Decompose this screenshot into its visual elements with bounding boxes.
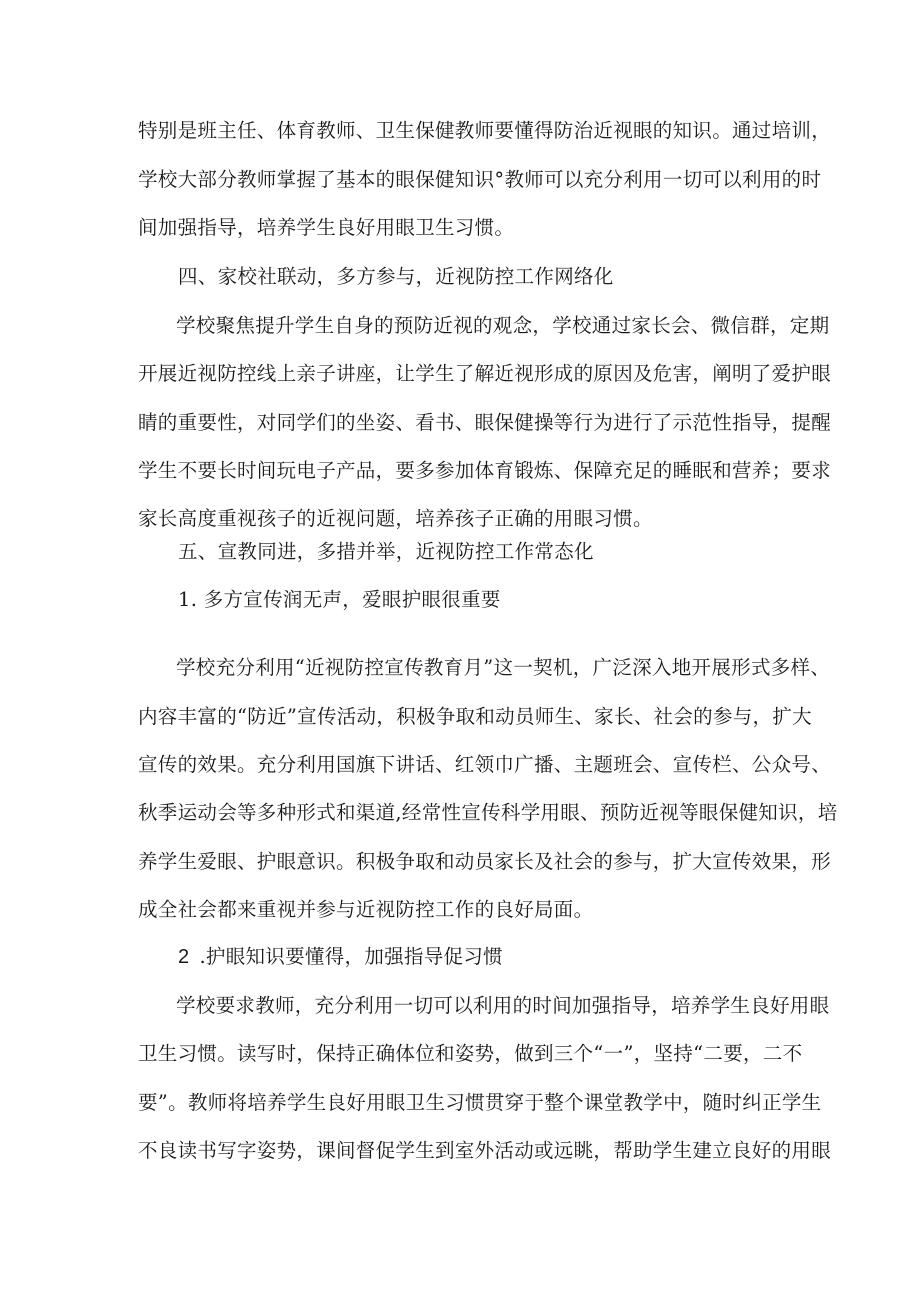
subsection-1-line-6: 成全社会都来重视并参与近视防控工作的良好局面。 — [138, 898, 594, 921]
subsection-2-line-4: 不良读书写字姿势，课间督促学生到室外活动或远眺，帮助学生建立良好的用眼 — [138, 1139, 832, 1162]
section-4-line-4: 学生不要长时间玩电子产品，要多参加体育锻炼、保障充足的睡眠和营养；要求 — [138, 459, 832, 482]
intro-line-1: 特别是班主任、体育教师、卫生保健教师要懂得防治近视眼的知识。通过培训， — [138, 119, 832, 142]
section-5-heading: 五、宣教同进，多措并举，近视防控工作常态化 — [178, 540, 594, 563]
intro-line-3: 间加强指导，培养学生良好用眼卫生习惯。 — [138, 216, 515, 239]
subsection-2-heading — [178, 945, 778, 969]
section-4-line-1: 学校聚焦提升学生自身的预防近视的观念，学校通过家长会、微信群，定期 — [176, 314, 830, 337]
intro-line-2: 学校大部分教师掌握了基本的眼保健知识°教师可以充分利用一切可以利用的时 — [138, 168, 822, 191]
subsection-1-line-4: 秋季运动会等多种形式和渠道,经常性宣传科学用眼、预防近视等眼保健知识，培 — [138, 801, 838, 824]
section-4-line-2: 开展近视防控线上亲子讲座，让学生了解近视形成的原因及危害，阐明了爱护眼 — [138, 362, 832, 385]
subsection-2-line-2: 卫生习惯。读写时，保持正确体位和姿势，做到三个“一”，坚持“二要，二不 — [138, 1042, 803, 1065]
subsection-1-heading: 1. 多方宣传润无声，爱眼护眼很重要 — [178, 588, 501, 611]
section-4-line-5: 家长高度重视孩子的近视问题，培养孩子正确的用眼习惯。 — [138, 507, 653, 530]
subsection-1-line-3: 宣传的效果。充分利用国旗下讲话、红领巾广播、主题班会、宣传栏、公众号、 — [138, 753, 832, 776]
subsection-2-line-1: 学校要求教师，充分利用一切可以利用的时间加强指导，培养学生良好用眼 — [176, 994, 830, 1017]
subsection-1-line-1: 学校充分利用“近视防控宣传教育月”这一契机，广泛深入地开展形式多样、 — [176, 656, 831, 679]
subsection-2-line-3: 要”。教师将培养学生良好用眼卫生习惯贯穿于整个课堂教学中，随时纠正学生 — [138, 1091, 822, 1114]
section-4-heading: 四、家校社联动，多方参与，近视防控工作网络化 — [178, 265, 614, 288]
subsection-2-title: .护眼知识要懂得，加强指导促习惯 — [199, 945, 503, 968]
subsection-2-number: 2 — [178, 946, 190, 968]
subsection-1-line-5: 养学生爱眼、护眼意识。积极争取和动员家长及社会的参与，扩大宣传效果，形 — [138, 850, 832, 873]
subsection-1-line-2: 内容丰富的“防近”宣传活动，积极争取和动员师生、家长、社会的参与，扩大 — [138, 705, 812, 728]
section-4-line-3: 睛的重要性，对同学们的坐姿、看书、眼保健操等行为进行了示范性指导，提醒 — [138, 411, 832, 434]
